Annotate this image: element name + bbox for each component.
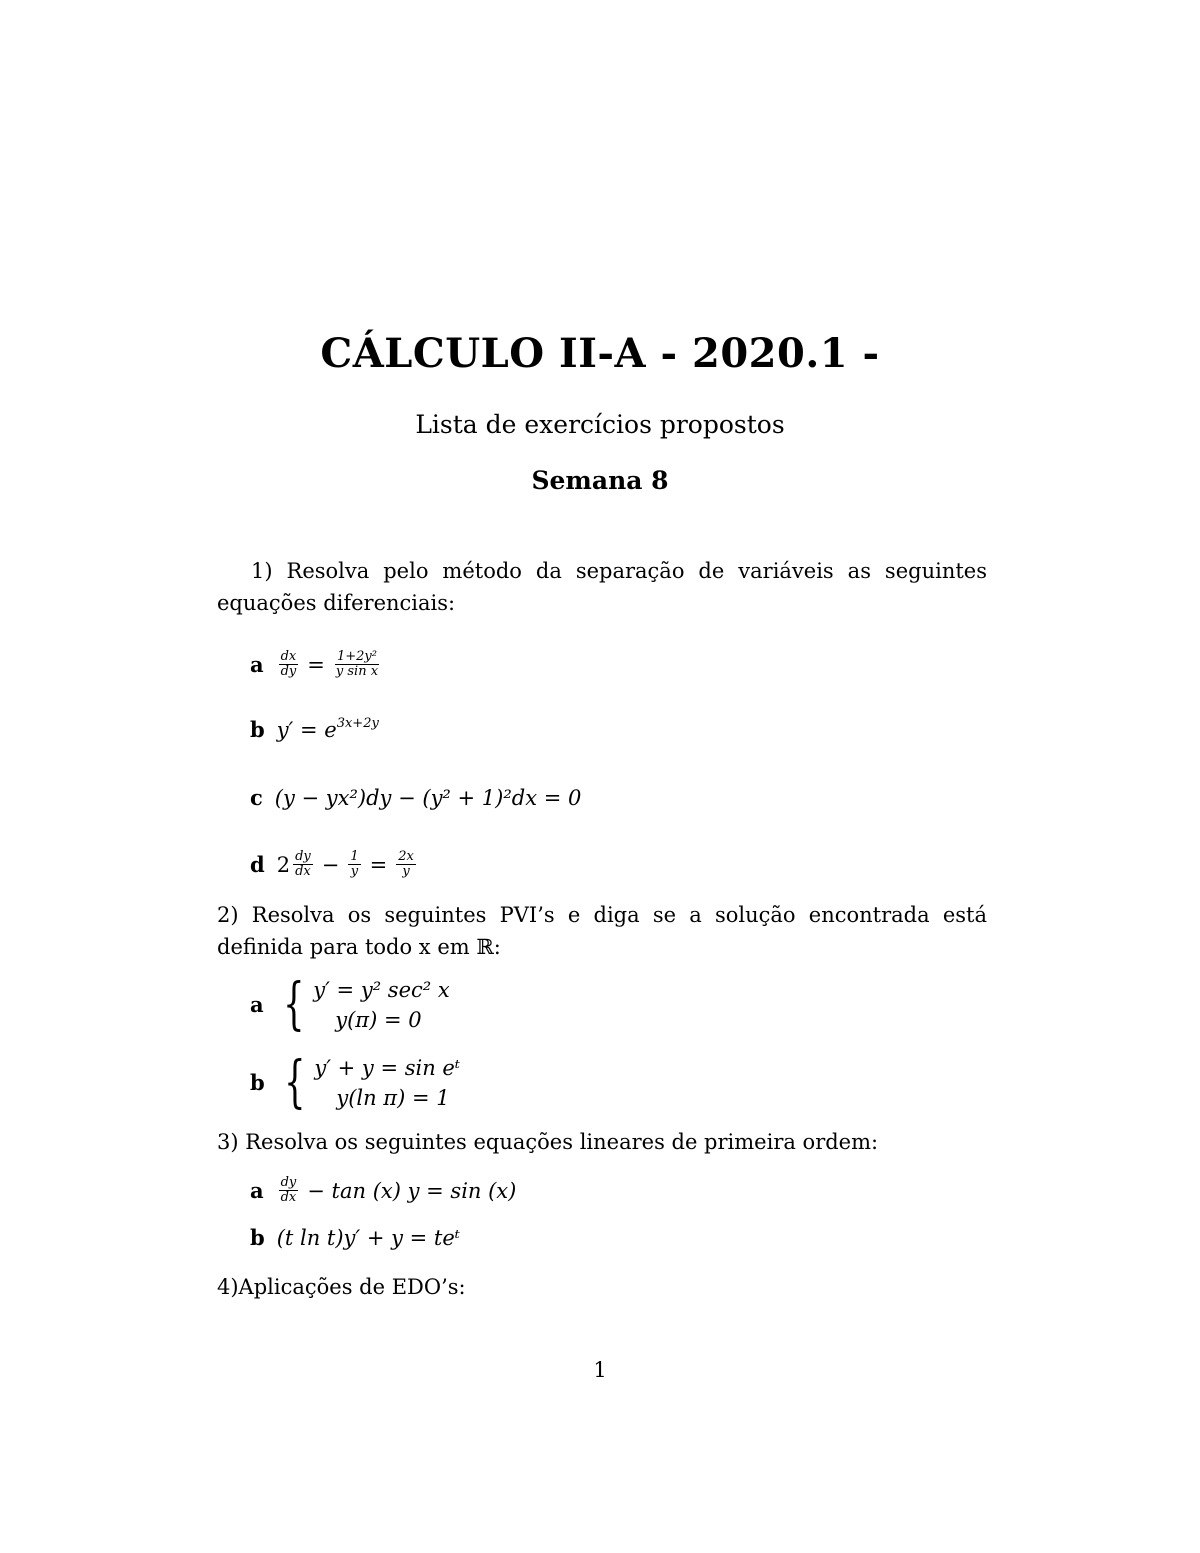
fraction xyxy=(279,650,299,679)
fraction xyxy=(293,850,313,879)
equation xyxy=(276,1176,517,1205)
brace-icon: { xyxy=(282,972,305,1037)
equation xyxy=(277,716,379,744)
minus-sign: − xyxy=(321,852,340,877)
expression: − tan (x) y = sin (x) xyxy=(307,1178,517,1203)
page-number: 1 xyxy=(593,1358,607,1382)
denominator: dx xyxy=(295,864,311,879)
equals-sign: = xyxy=(307,652,325,677)
numerator: 1 xyxy=(350,849,359,864)
item-label: d xyxy=(250,851,265,877)
denominator: y xyxy=(402,864,410,879)
equation xyxy=(275,784,582,812)
question-1-text: 1) Resolva pelo método da separação de variáveis as seguintes equações diferenciais: xyxy=(217,559,987,615)
denominator: dy xyxy=(280,664,297,679)
numerator: dx xyxy=(280,649,297,664)
equation xyxy=(277,850,419,879)
system-line-1: y′ + y = sin eᵗ xyxy=(314,1056,461,1080)
equation xyxy=(277,1224,460,1252)
expression: (y − yx²)dy − (y² + 1)²dx = 0 xyxy=(274,786,582,810)
numerator: 2x xyxy=(398,849,414,864)
document-subtitle: Lista de exercícios propostos xyxy=(415,410,785,439)
q3-item-a xyxy=(250,1176,516,1205)
item-label: a xyxy=(250,1177,264,1203)
item-label: c xyxy=(250,785,263,810)
item-label: b xyxy=(250,1070,265,1095)
document-title: CÁLCULO II-A - 2020.1 - xyxy=(320,330,880,377)
q1-item-d xyxy=(250,850,419,879)
question-2-text: 2) Resolva os seguintes PVI’s e diga se a solução encontrada está definida para todo x em ℝ: xyxy=(217,903,987,959)
system-line-2: y(ln π) = 1 xyxy=(336,1086,450,1110)
denominator: dx xyxy=(280,1190,297,1205)
fraction xyxy=(348,850,360,879)
equation-system xyxy=(276,972,450,1037)
numerator: dy xyxy=(295,849,311,864)
denominator: y xyxy=(350,864,359,879)
equation-system xyxy=(277,1050,461,1115)
q2-item-b xyxy=(250,1050,461,1115)
expression: (t ln t)y′ + y = teᵗ xyxy=(276,1226,460,1250)
week-heading: Semana 8 xyxy=(531,466,669,495)
fraction xyxy=(334,650,380,679)
denominator: y sin x xyxy=(335,664,379,679)
item-label: b xyxy=(250,717,265,742)
system-line-1: y′ = y² sec² x xyxy=(313,978,450,1002)
q1-item-a xyxy=(250,650,383,679)
exponent: 3x+2y xyxy=(336,716,379,731)
q2-item-a xyxy=(250,972,450,1037)
expression: y′ = e xyxy=(276,718,337,742)
item-label: b xyxy=(250,1225,265,1250)
fraction xyxy=(396,850,416,879)
question-3-text: 3) Resolva os seguintes equações lineares de primeira ordem: xyxy=(217,1130,879,1154)
equation xyxy=(276,650,383,679)
numerator: 1+2y² xyxy=(336,649,377,664)
q1-item-b xyxy=(250,716,379,744)
item-label: a xyxy=(250,992,264,1017)
fraction xyxy=(279,1176,299,1205)
q3-item-b xyxy=(250,1224,460,1252)
system-line-2: y(π) = 0 xyxy=(335,1008,422,1032)
numerator: dy xyxy=(280,1175,297,1190)
equals-sign: = xyxy=(369,852,388,877)
question-4-text: 4)Aplicações de EDO’s: xyxy=(217,1275,466,1299)
coefficient: 2 xyxy=(276,852,291,877)
item-label: a xyxy=(250,651,264,677)
q1-item-c xyxy=(250,784,581,812)
brace-icon: { xyxy=(283,1050,306,1115)
